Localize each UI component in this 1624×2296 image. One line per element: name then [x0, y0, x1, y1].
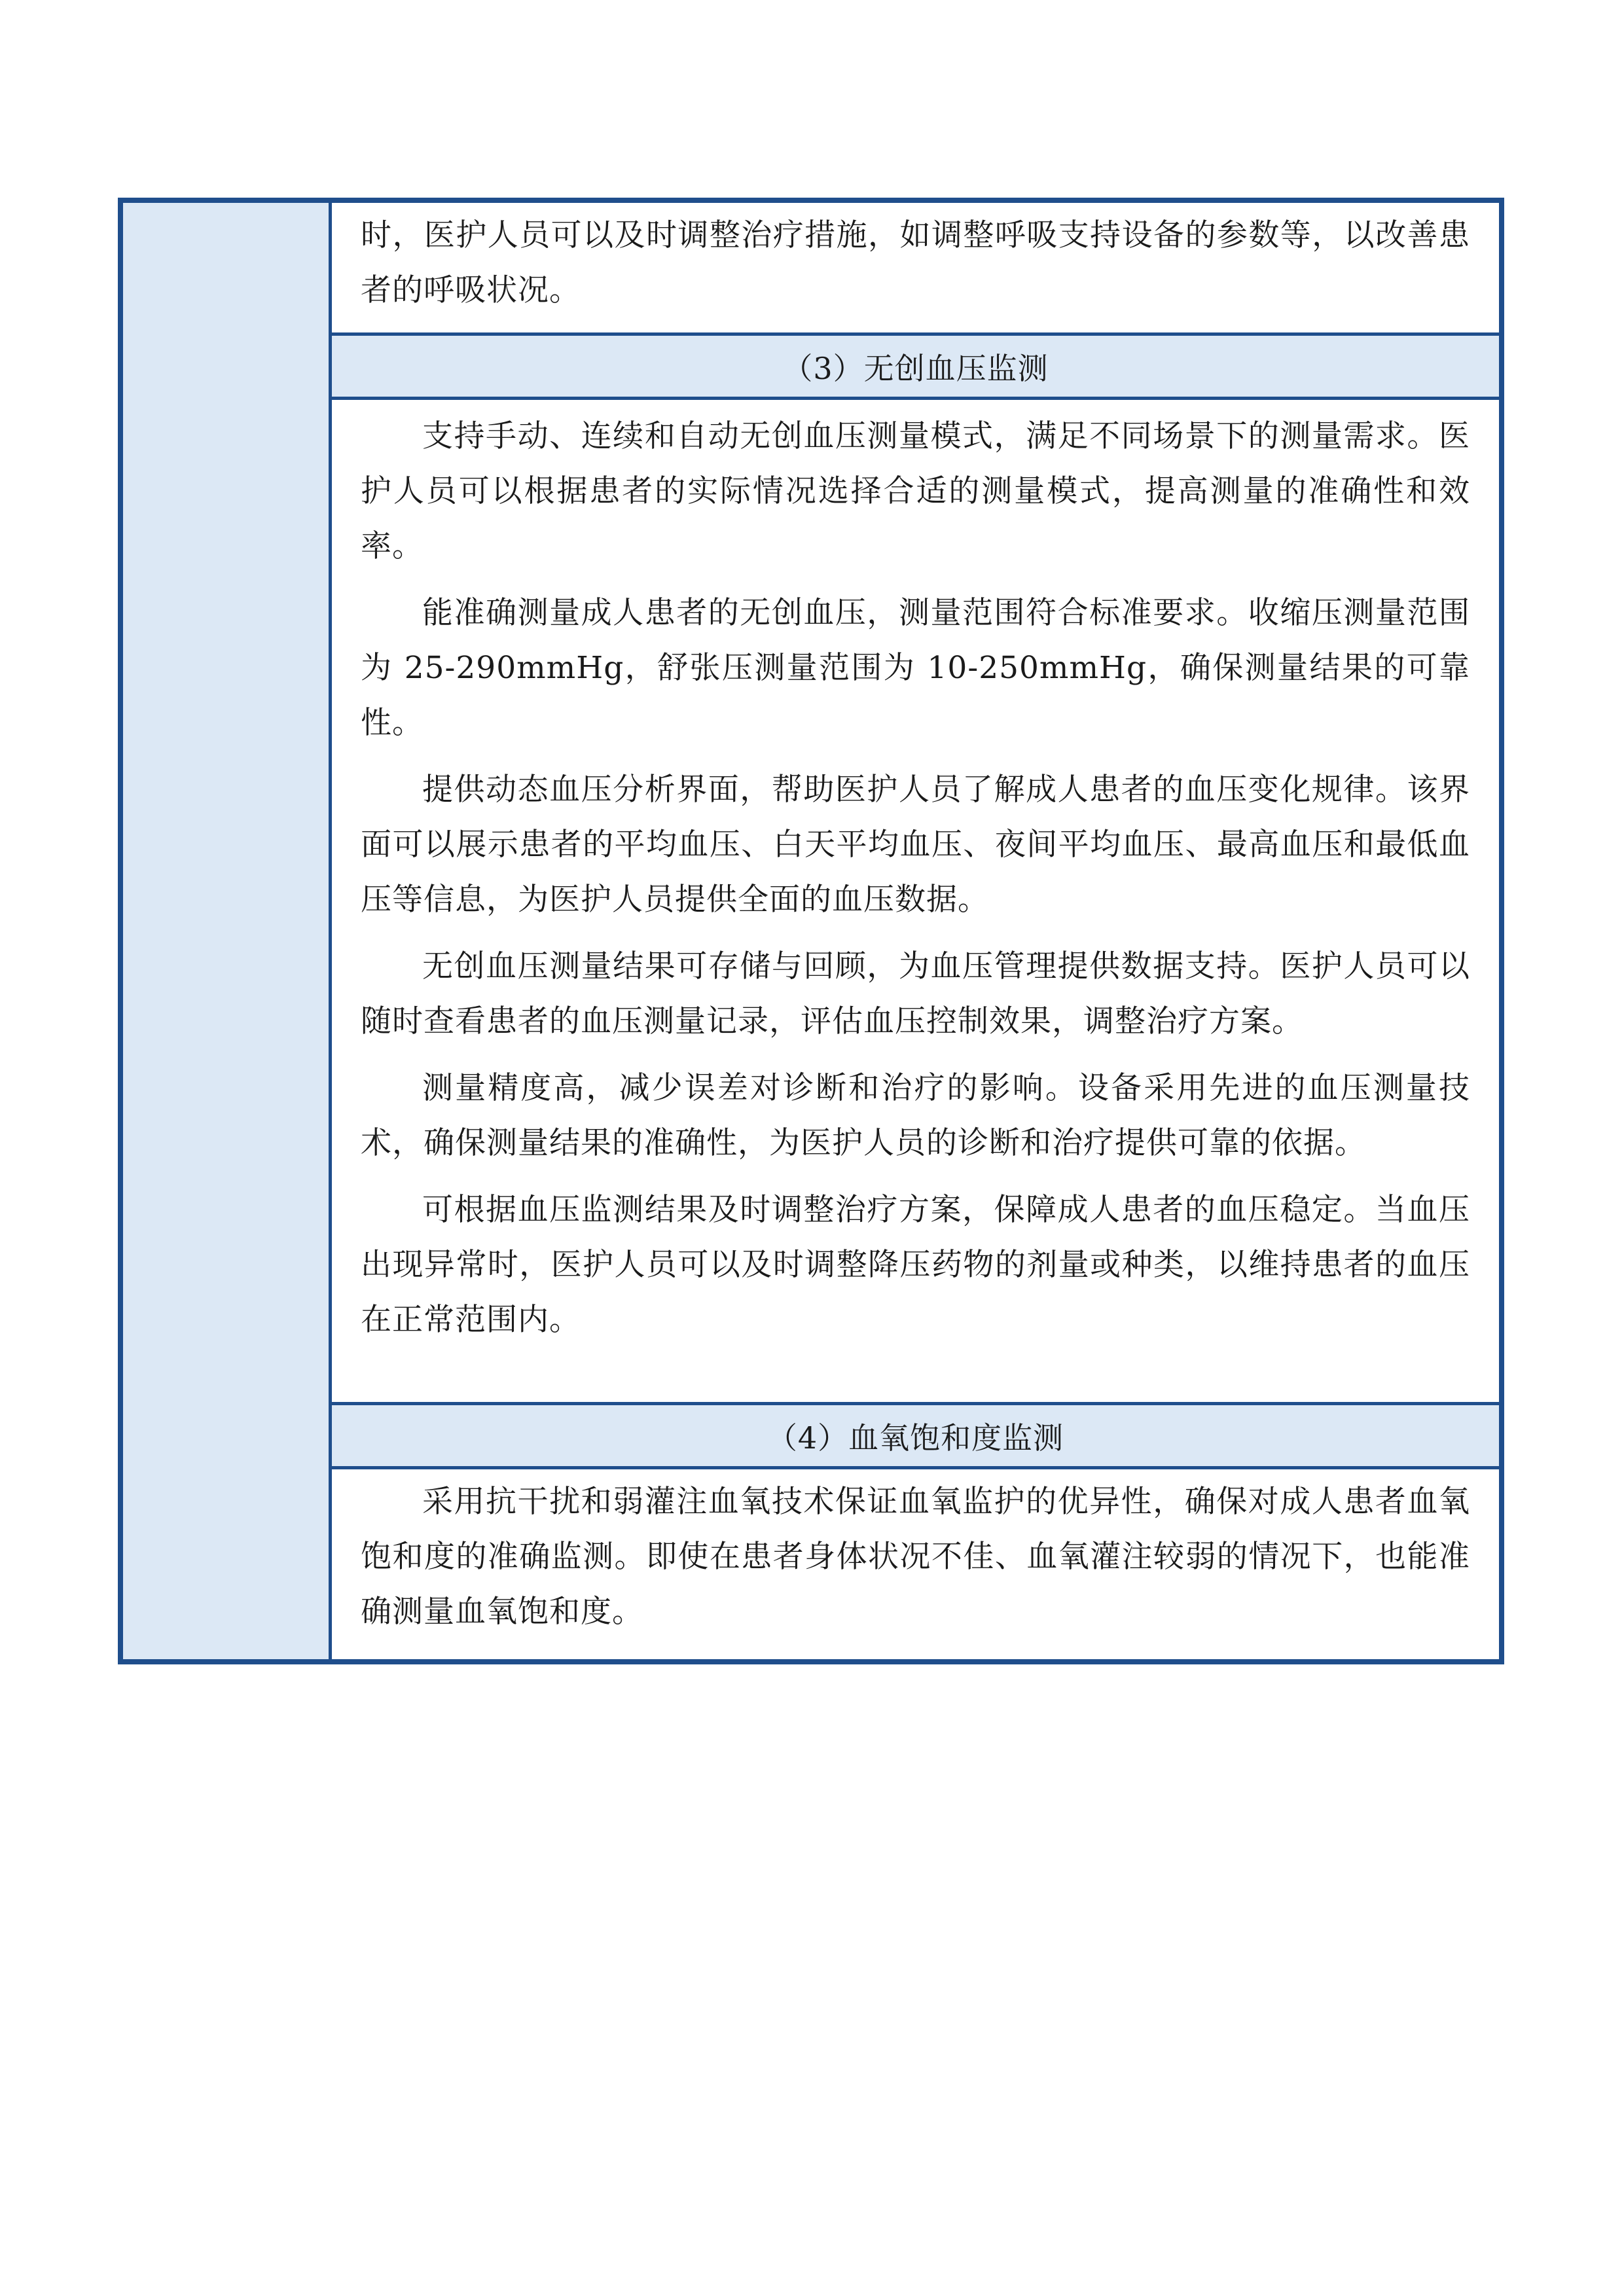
section-body-spo2: [332, 1466, 1499, 1659]
section-header-nibp: （3）无创血压监测: [332, 332, 1499, 397]
spo2-paragraph: 采用抗干扰和弱灌注血氧技术保证血氧监护的优异性，确保对成人患者血氧饱和度的准确监测。即使在患者身体状况不佳、血氧灌注较弱的情况下，也能准确测量血氧饱和度。: [361, 1484, 1470, 1630]
nibp-paragraph-treatment: 可根据血压监测结果及时调整治疗方案，保障成人患者的血压稳定。当血压出现异常时，医护人员可以及时调整降压药物的剂量或种类，以维持患者的血压在正常范围内。: [361, 1192, 1470, 1338]
continuation-cell: [332, 203, 1499, 332]
nibp-paragraph-precision: 测量精度高，减少误差对诊断和治疗的影响。设备采用先进的血压测量技术，确保测量结果的准确性，为医护人员的诊断和治疗提供可靠的依据。: [361, 1070, 1470, 1161]
table-left-column: [123, 203, 332, 1659]
table-content-column: [332, 203, 1499, 1659]
spec-table: [118, 198, 1504, 1664]
nibp-paragraph-storage: 无创血压测量结果可存储与回顾，为血压管理提供数据支持。医护人员可以随时查看患者的血压测量记录，评估血压控制效果，调整治疗方案。: [361, 948, 1470, 1039]
nibp-paragraph-analysis: 提供动态血压分析界面，帮助医护人员了解成人患者的血压变化规律。该界面可以展示患者的平均血压、白天平均血压、夜间平均血压、最高血压和最低血压等信息，为医护人员提供全面的血压数据。: [361, 772, 1470, 918]
nibp-paragraph-modes: 支持手动、连续和自动无创血压测量模式，满足不同场景下的测量需求。医护人员可以根据患者的实际情况选择合适的测量模式，提高测量的准确性和效率。: [361, 418, 1470, 564]
section-body-nibp: [332, 397, 1499, 1402]
section-header-spo2: （4）血氧饱和度监测: [332, 1402, 1499, 1466]
nibp-paragraph-range: 能准确测量成人患者的无创血压，测量范围符合标准要求。收缩压测量范围为 25-290mmHg，舒张压测量范围为 10-250mmHg，确保测量结果的可靠性。: [361, 595, 1470, 741]
continuation-paragraph: 时，医护人员可以及时调整治疗措施，如调整呼吸支持设备的参数等，以改善患者的呼吸状况。: [361, 217, 1470, 308]
